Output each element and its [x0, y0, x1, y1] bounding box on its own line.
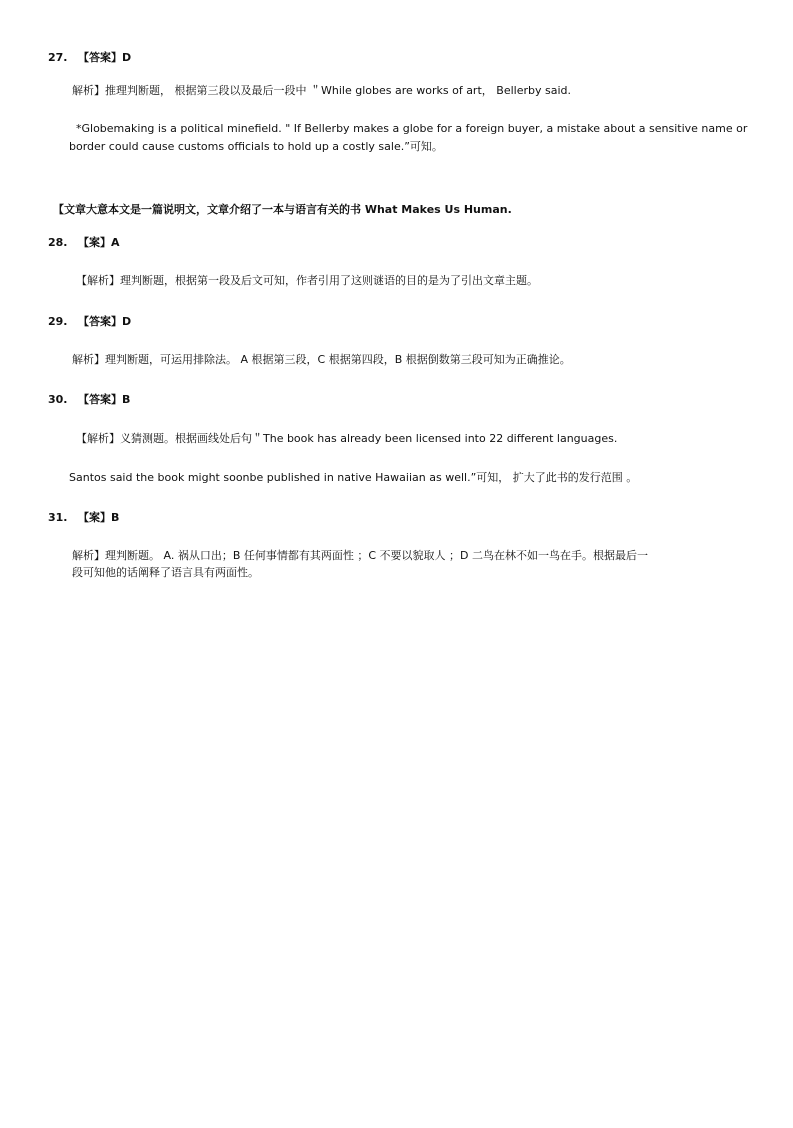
question-29-header: [48, 315, 131, 329]
question-31-analysis-line-1: 解析】理判断题。 A. 祸从口出；B 任何事情都有其两面性 ；C 不要以貌取人 ；D 二鸟在林不如一鸟在手。根据最后一: [72, 549, 648, 562]
answer-label: 【答案】B: [78, 393, 131, 406]
question-30-header: [48, 393, 130, 407]
passage-summary: 【文章大意本文是一篇说明文，文章介绍了一本与语言有关的书 What Makes Us Human.: [53, 203, 512, 216]
question-number: 29.: [48, 315, 68, 328]
question-31-header: [48, 511, 119, 525]
question-number: 27.: [48, 51, 68, 64]
question-28-analysis-line-1: 【解析】理判断题，根据第一段及后文可知，作者引用了这则谜语的目的是为了引出文章主题。: [76, 274, 538, 287]
question-30-analysis-line-1: 【解析】义猜测题。根据画线处后句＂The book has already been licensed into 22 different languages.: [76, 432, 618, 445]
question-31-analysis-line-2: 段可知他的话阐释了语言具有两面性。: [72, 566, 259, 579]
question-27-analysis-line-3: border could cause customs officials to hold up a costly sale.”可知。: [69, 140, 443, 153]
answer-label: 【答案】D: [78, 315, 132, 328]
answer-label: 【案】B: [78, 511, 120, 524]
question-30-analysis-line-2: Santos said the book might soonbe published in native Hawaiian as well.”可知， 扩大了此书的发行范围 。: [69, 471, 638, 484]
question-27-analysis-line-1: 解析】推理判断题， 根据第三段以及最后一段中 ＂While globes are works of art， Bellerby said.: [72, 84, 571, 97]
question-28-header: [48, 236, 120, 250]
question-27-header: [48, 51, 131, 65]
question-number: 30.: [48, 393, 68, 406]
question-27-analysis-line-2: *Globemaking is a political minefield. " If Bellerby makes a globe for a foreign buyer, a mistake about a sensitive name or: [76, 122, 748, 135]
answer-label: 【答案】D: [78, 51, 132, 64]
answer-label: 【案】A: [78, 236, 120, 249]
question-number: 28.: [48, 236, 68, 249]
question-number: 31.: [48, 511, 68, 524]
question-29-analysis-line-1: 解析】理判断题，可运用排除法。 A 根据第三段，C 根据第四段，B 根据倒数第三段可知为正确推论。: [72, 353, 571, 366]
